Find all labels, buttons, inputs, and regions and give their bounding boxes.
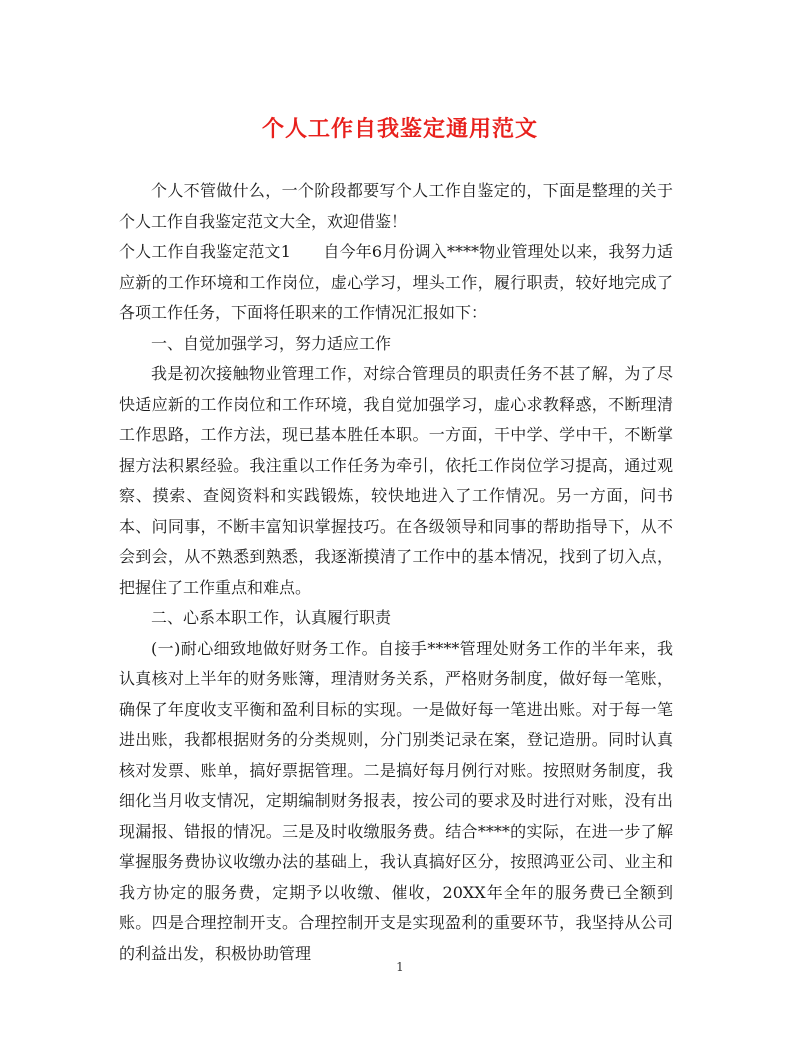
document-title: 个人工作自我鉴定通用范文 — [261, 116, 538, 142]
section-heading-2: 二、心系本职工作，认真履行职责 — [151, 608, 392, 627]
document-body — [119, 176, 673, 969]
section-1-paragraph: 我是初次接触物业管理工作，对综合管理员的职责任务不甚了解，为了尽快适应新的工作岗位和工作环境，我自觉加强学习，虚心求教释惑，不断理清工作思路，工作方法，现已基本胜任本职。一方面，干中学、学中干，不断掌握方法积累经验。我注重以工作任务为牵引，依托工作岗位学习提高，通过观察、摸索、查阅资料和实践锻炼，较快地进入了工作情况。另一方面，问书本、问同事，不断丰富知识掌握技巧。在各级领导和同事的帮助指导下，从不会到会，从不熟悉到熟悉，我逐渐摸清了工作中的基本情况，找到了切入点，把握住了工作重点和难点。 — [119, 364, 673, 597]
page-number: 1 — [396, 960, 404, 974]
section-heading-1: 一、自觉加强学习，努力适应工作 — [151, 333, 392, 353]
sample-1-paragraph: 个人工作自我鉴定范文1 自今年6月份调入****物业管理处以来，我努力适应新的工作环境和工作岗位，虚心学习，埋头工作，履行职责，较好地完成了各项工作任务，下面将任职来的工作情况汇报如下： — [119, 242, 673, 322]
section-2-paragraph: (一)耐心细致地做好财务工作。自接手****管理处财务工作的半年来，我认真核对上半年的财务账簿，理清财务关系，严格财务制度，做好每一笔账，确保了年度收支平衡和盈利目标的实现。一是做好每一笔进出账。对于每一笔进出账，我都根据财务的分类规则，分门别类记录在案，登记造册。同时认真核对发票、账单，搞好票据管理。二是搞好每月例行对账。按照财务制度，我细化当月收支情况，定期编制财务报表，按公司的要求及时进行对账，没有出现漏报、错报的情况。三是及时收缴服务费。结合****的实际，在进一步了解掌握服务费协议收缴办法的基础上，我认真搞好区分，按照鸿亚公司、业主和我方协定的服务费，定期予以收缴、催收，20XX年全年的服务费已全额到账。四是合理控制开支。合理控制开支是实现盈利的重要环节，我坚持从公司的利益出发，积极协助管理 — [119, 638, 673, 963]
intro-paragraph: 个人不管做什么，一个阶段都要写个人工作自鉴定的，下面是整理的关于个人工作自我鉴定范文大全，欢迎借鉴！ — [119, 181, 673, 231]
